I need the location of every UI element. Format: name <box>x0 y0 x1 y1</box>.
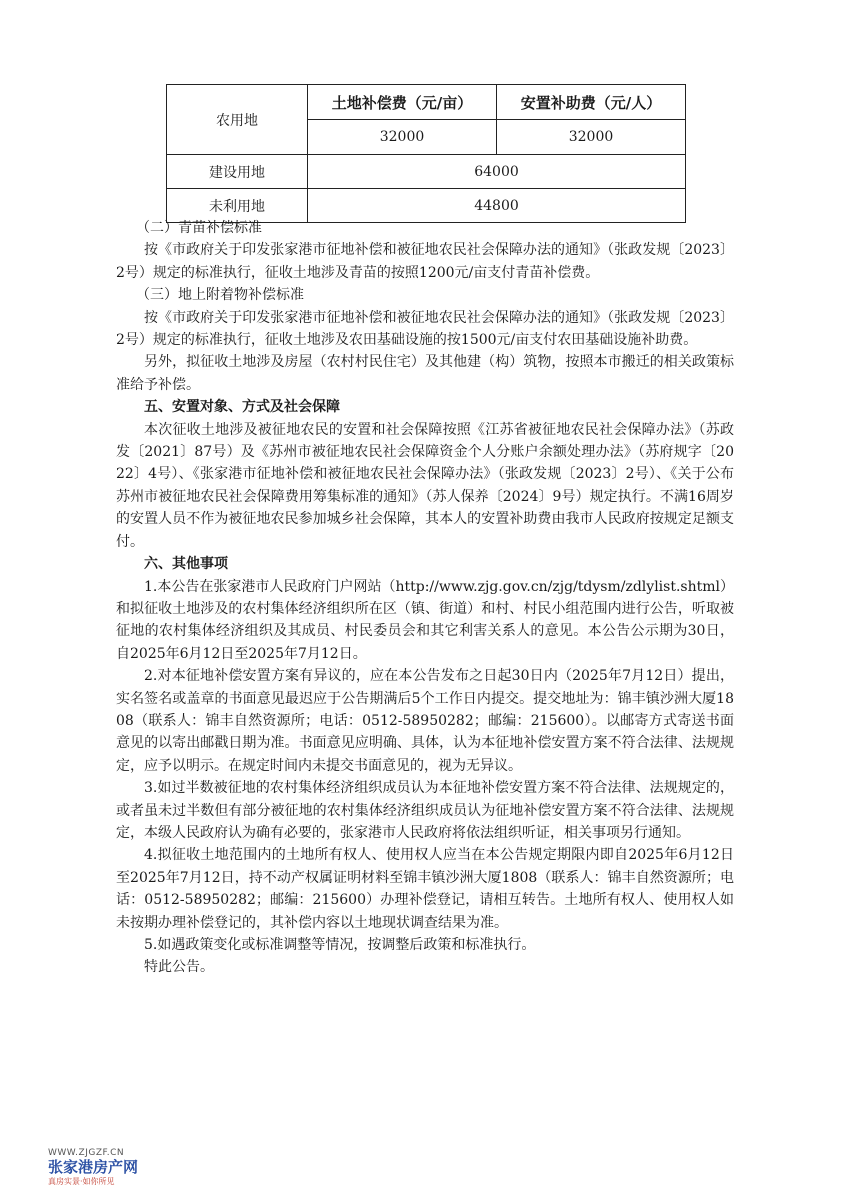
construction-land-value: 64000 <box>308 155 686 189</box>
paragraph: 1.本公告在张家港市人民政府门户网站（http://www.zjg.gov.cn/zjg/tdysm/zdlylist.shtml）和拟征收土地涉及的农村集体经济组织所在区（镇、街道）和村、村民小组范围内进行公告，听取被征地的农村集体经济组织及其成员、村民委员会和其它利害关系人的意见。本公告公示期为30日，自2025年6月12日至2025年7月12日。 <box>116 578 734 662</box>
paragraph: 2.对本征地补偿安置方案有异议的，应在本公告发布之日起30日内（2025年7月12日）提出，实名签名或盖章的书面意见最迟应于公告期满后5个工作日内提交。提交地址为：锦丰镇沙洲大厦1808（联系人：锦丰自然资源所；电话：0512-58950282；邮编：215600）。以邮寄方式寄送书面意见的以寄出邮戳日期为准。书面意见应明确、具体，认为本征地补偿安置方案不符合法律、法规规定，应予以明示。在规定时间内未提交书面意见的，视为无异议。 <box>116 668 734 774</box>
compensation-table <box>166 84 686 223</box>
section-heading: （三）地上附着物补偿标准 <box>136 287 304 304</box>
paragraph: 3.如过半数被征地的农村集体经济组织成员认为本征地补偿安置方案不符合法律、法规规定的，或者虽未过半数但有部分被征地的农村集体经济组织成员认为征地补偿安置方案不符合法律、法规规定，本级人民政府认为确有必要的，张家港市人民政府将依法组织听证，相关事项另行通知。 <box>116 780 734 841</box>
resettle-fee-header: 安置补助费（元/人） <box>497 85 686 120</box>
paragraph: 本次征收土地涉及被征地农民的安置和社会保障按照《江苏省被征地农民社会保障办法》（苏政发〔2021〕87号）及《苏州市被征地农民社会保障资金个人分账户余额处理办法》（苏府规字〔2022〕4号）、《张家港市征地补偿和被征地农民社会保障办法》（张政发规〔2023〕2号）、《关于公布苏州市被征地农民社会保障费用筹集标准的通知》（苏人保养〔2024〕9号）规定执行。不满16周岁的安置人员不作为被征地农民参加城乡社会保障，其本人的安置补助费由我市人民政府按规定足额支付。 <box>116 421 734 550</box>
watermark-brand: 张家港房产网 <box>48 1158 139 1176</box>
construction-land-label: 建设用地 <box>167 155 308 189</box>
land-fee-header: 土地补偿费（元/亩） <box>308 85 497 120</box>
paragraph: 按《市政府关于印发张家港市征地补偿和被征地农民社会保障办法的通知》（张政发规〔2023〕2号）规定的标准执行，征收土地涉及农田基础设施的按1500元/亩支付农田基础设施补助费。 <box>116 309 734 349</box>
notice-body <box>116 217 734 979</box>
table-row <box>167 155 686 189</box>
unused-land-label: 未利用地 <box>167 189 308 223</box>
section-heading: 六、其他事项 <box>144 556 228 573</box>
section-heading: （二）青苗补偿标准 <box>136 220 262 236</box>
paragraph: 按《市政府关于印发张家港市征地补偿和被征地农民社会保障办法的通知》（张政发规〔2023〕2号）规定的标准执行，征收土地涉及青苗的按照1200元/亩支付青苗补偿费。 <box>116 242 734 281</box>
farmland-resettle-fee: 32000 <box>497 120 686 155</box>
unused-land-value: 44800 <box>308 189 686 223</box>
farmland-land-fee: 32000 <box>308 120 497 155</box>
closing-line: 特此公告。 <box>144 959 214 976</box>
section-heading: 五、安置对象、方式及社会保障 <box>144 399 340 416</box>
watermark-slogan: 真房实景·如你所见 <box>48 1177 115 1186</box>
watermark-logo <box>48 1148 168 1187</box>
farmland-label: 农用地 <box>167 85 308 155</box>
watermark-url: WWW.ZJGZF.CN <box>48 1148 125 1158</box>
paragraph: 5.如遇政策变化或标准调整等情况，按调整后政策和标准执行。 <box>144 937 536 953</box>
paragraph: 4.拟征收土地范围内的土地所有权人、使用权人应当在本公告规定期限内即自2025年6月12日至2025年7月12日，持不动产权属证明材料至锦丰镇沙洲大厦1808（联系人：锦丰自然资源所；电话：0512-58950282；邮编：215600）办理补偿登记，请相互转告。土地所有权人、使用权人如未按期办理补偿登记的，其补偿内容以土地现状调查结果为准。 <box>116 847 734 931</box>
table-row <box>167 85 686 120</box>
paragraph: 另外，拟征收土地涉及房屋（农村村民住宅）及其他建（构）筑物，按照本市搬迁的相关政策标准给予补偿。 <box>116 354 734 393</box>
